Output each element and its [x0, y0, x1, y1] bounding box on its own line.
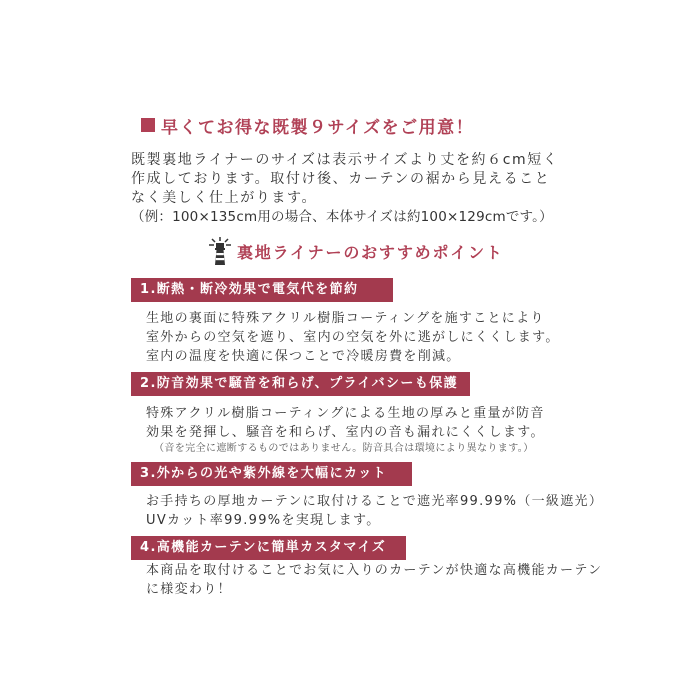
headline	[141, 112, 474, 138]
points-title	[207, 236, 504, 266]
point-desc-2	[146, 404, 586, 456]
point-banner-1: 1.断熱・断冷効果で電気代を節約	[131, 278, 393, 302]
point-desc-line: 生地の裏面に特殊アクリル樹脂コーティングを施すことにより	[146, 311, 545, 326]
point-desc-4	[146, 561, 603, 599]
point-desc-line: 効果を発揮し、騒音を和らげ、室内の音も漏れにくくします。	[146, 425, 545, 440]
point-desc-1	[146, 309, 586, 366]
intro-line: なく美しく仕上がります。	[131, 190, 318, 206]
point-desc-line: に様変わり！	[146, 582, 232, 597]
point-desc-line: UVカット率99.99%を実現します。	[146, 513, 381, 528]
intro-example: （例：100×135cm用の場合、本体サイズは約100×129cmです。）	[131, 209, 553, 225]
lighthouse-icon	[207, 236, 233, 266]
intro-line: 作成しております。取付け後、カーテンの裾から見えること	[131, 171, 551, 187]
point-desc-line: お手持ちの厚地カーテンに取付けることで遮光率99.99%（一級遮光）	[146, 494, 604, 509]
point-note: （音を完全に遮断するものではありません。防音具合は環境により異なります。）	[154, 443, 534, 454]
point-desc-line: 室内の温度を快適に保つことで冷暖房費を削減。	[146, 349, 461, 364]
headline-text: 早くてお得な既製９サイズをご用意！	[161, 117, 475, 138]
point-banner-2: 2.防音効果で騒音を和らげ、プライバシーも保護	[131, 372, 470, 396]
intro-paragraph	[131, 151, 581, 227]
point-banner-3: 3.外からの光や紫外線を大幅にカット	[131, 462, 412, 486]
point-desc-line: 室外からの空気を遮り、室内の空気を外に逃がしにくくします。	[146, 330, 560, 345]
point-desc-line: 本商品を取付けることでお気に入りのカーテンが快適な高機能カーテン	[146, 563, 603, 578]
square-bullet-icon	[141, 118, 155, 132]
point-desc-3	[146, 492, 604, 530]
intro-line: 既製裏地ライナーのサイズは表示サイズより丈を約６cm短く	[131, 152, 559, 168]
point-banner-4: 4.高機能カーテンに簡単カスタマイズ	[131, 536, 406, 560]
points-title-text: 裏地ライナーのおすすめポイント	[237, 242, 504, 262]
point-desc-line: 特殊アクリル樹脂コーティングによる生地の厚みと重量が防音	[146, 406, 545, 421]
